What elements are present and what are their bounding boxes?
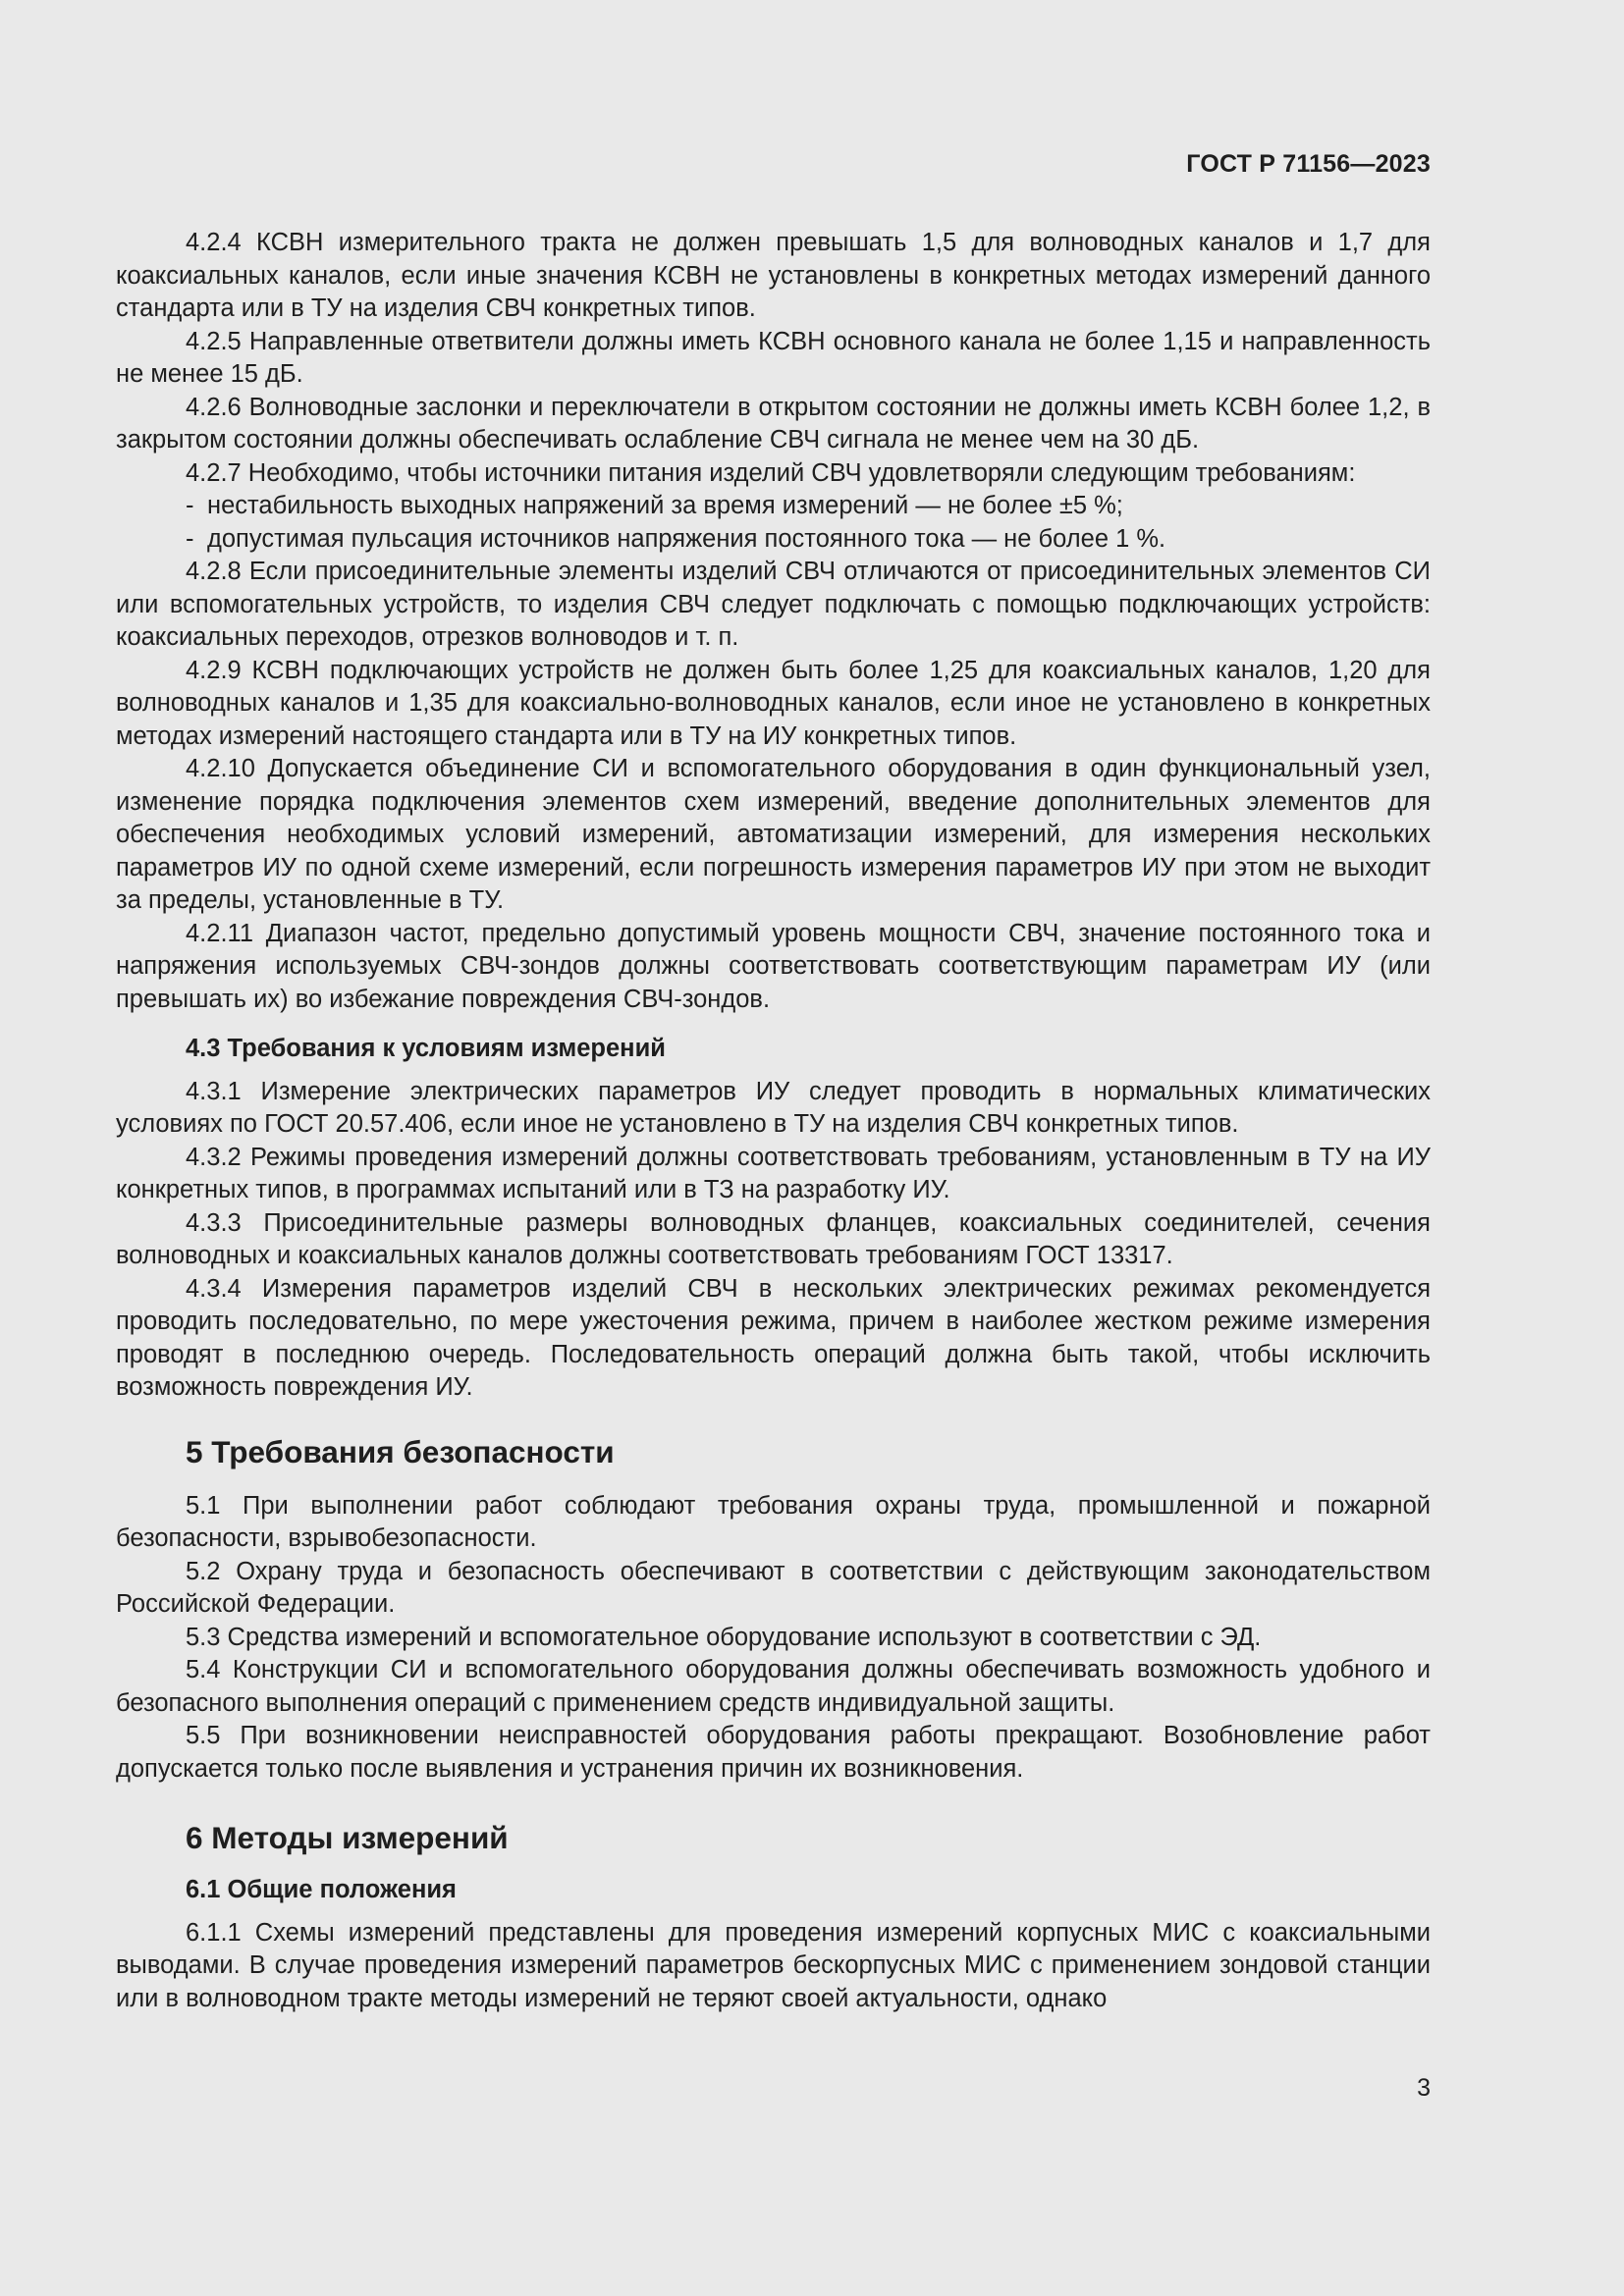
list-item-text: нестабильность выходных напряжений за время измерений — не более ±5 %; — [207, 492, 1123, 519]
list-marker: - — [186, 492, 194, 519]
paragraph-5-1: 5.1 При выполнении работ соблюдают требования охраны труда, промышленной и пожарной безопасности, взрывобезопасности. — [116, 1491, 1431, 1552]
paragraph-4-3-3: 4.3.3 Присоединительные размеры волноводных фланцев, коаксиальных соединителей, сечения волноводных и коаксиальных каналов должны соответствовать требованиям ГОСТ 13317. — [116, 1208, 1431, 1269]
paragraph-5-5: 5.5 При возникновении неисправностей оборудования работы прекращают. Возобновление работ допускается только после выявления и устранения причин их возникновения. — [116, 1722, 1431, 1783]
paragraph-4-2-11: 4.2.11 Диапазон частот, предельно допустимый уровень мощности СВЧ, значение постоянного тока и напряжения используемых СВЧ-зондов должны соответствовать соответствующим параметрам ИУ (или превышать их) во избежание повреждения СВЧ-зондов. — [116, 919, 1431, 1013]
paragraph-5-3: 5.3 Средства измерений и вспомогательное оборудование используют в соответствии с ЭД. — [186, 1623, 1262, 1651]
paragraph-4-2-5: 4.2.5 Направленные ответвители должны иметь КСВН основного канала не более 1,15 и направленность не менее 15 дБ. — [116, 327, 1431, 388]
paragraph-4-3-1: 4.3.1 Измерение электрических параметров ИУ следует проводить в нормальных климатических условиях по ГОСТ 20.57.406, если иное не установлено в ТУ на изделия СВЧ конкретных типов. — [116, 1077, 1431, 1138]
list-item — [116, 490, 1431, 523]
list-item — [116, 523, 1431, 557]
document-body — [116, 227, 1431, 2015]
paragraph-5-2: 5.2 Охрану труда и безопасность обеспечивают в соответствии с действующим законодательством Российской Федерации. — [116, 1557, 1431, 1618]
paragraph-5-4: 5.4 Конструкции СИ и вспомогательного оборудования должны обеспечивать возможность удобного и безопасного выполнения операций с применением средств индивидуальной защиты. — [116, 1656, 1431, 1717]
paragraph-4-3-2: 4.3.2 Режимы проведения измерений должны соответствовать требованиям, установленным в ТУ на ИУ конкретных типов, в программах испытаний или в ТЗ на разработку ИУ. — [116, 1143, 1431, 1203]
subsection-heading-6-1: 6.1 Общие положения — [186, 1876, 457, 1903]
paragraph-4-2-9: 4.2.9 КСВН подключающих устройств не должен быть более 1,25 для коаксиальных каналов, 1,20 для волноводных каналов и 1,35 для коаксиально-волноводных каналов, если иное не установлено в конкретных методах измерений настоящего стандарта или в ТУ на ИУ конкретных типов. — [116, 656, 1431, 750]
list-item-text: допустимая пульсация источников напряжения постоянного тока — не более 1 %. — [207, 524, 1166, 553]
document-page — [116, 0, 1431, 2296]
section-heading-6: 6 Методы измерений — [186, 1820, 509, 1855]
paragraph-4-2-8: 4.2.8 Если присоединительные элементы изделий СВЧ отличаются от присоединительных элементов СИ или вспомогательных устройств, то изделия СВЧ следует подключать с помощью подключающих устройств: коаксиальных переходов, отрезков волноводов и т. п. — [116, 558, 1431, 651]
section-heading-5: 5 Требования безопасности — [186, 1433, 615, 1469]
subsection-heading-4-3: 4.3 Требования к условиям измерений — [186, 1035, 666, 1062]
page-number: 3 — [1417, 2074, 1431, 2102]
paragraph-4-2-7: 4.2.7 Необходимо, чтобы источники питания изделий СВЧ удовлетворяли следующим требованиям: — [186, 458, 1356, 487]
paragraph-4-3-4: 4.3.4 Измерения параметров изделий СВЧ в нескольких электрических режимах рекомендуется проводить последовательно, по мере ужесточения режима, причем в наиболее жестком режиме измерения проводят в последнюю очередь. Последовательность операций должна быть такой, чтобы исключить возможность повреждения ИУ. — [116, 1274, 1431, 1401]
document-code-header: ГОСТ Р 71156—2023 — [1186, 150, 1431, 178]
paragraph-4-2-4: 4.2.4 КСВН измерительного тракта не должен превышать 1,5 для волноводных каналов и 1,7 для коаксиальных каналов, если иные значения КСВН не установлены в конкретных методах измерений данного стандарта или в ТУ на изделия СВЧ конкретных типов. — [116, 229, 1431, 322]
paragraph-4-2-10: 4.2.10 Допускается объединение СИ и вспомогательного оборудования в один функциональный узел, изменение порядка подключения элементов схем измерений, введение дополнительных элементов для обеспечения необходимых условий измерений, автоматизации измерений, для измерения нескольких параметров ИУ по одной схеме измерений, если погрешность измерения параметров ИУ при этом не выходит за пределы, установленные в ТУ. — [116, 755, 1431, 914]
paragraph-4-2-6: 4.2.6 Волноводные заслонки и переключатели в открытом состоянии не должны иметь КСВН более 1,2, в закрытом состоянии должны обеспечивать ослабление СВЧ сигнала не менее чем на 30 дБ. — [116, 393, 1431, 454]
list-marker: - — [186, 524, 194, 553]
paragraph-6-1-1: 6.1.1 Схемы измерений представлены для проведения измерений корпусных МИС с коаксиальными выводами. В случае проведения измерений параметров бескорпусных МИС с применением зондовой станции или в волноводном тракте методы измерений не теряют своей актуальности, однако — [116, 1918, 1431, 2012]
